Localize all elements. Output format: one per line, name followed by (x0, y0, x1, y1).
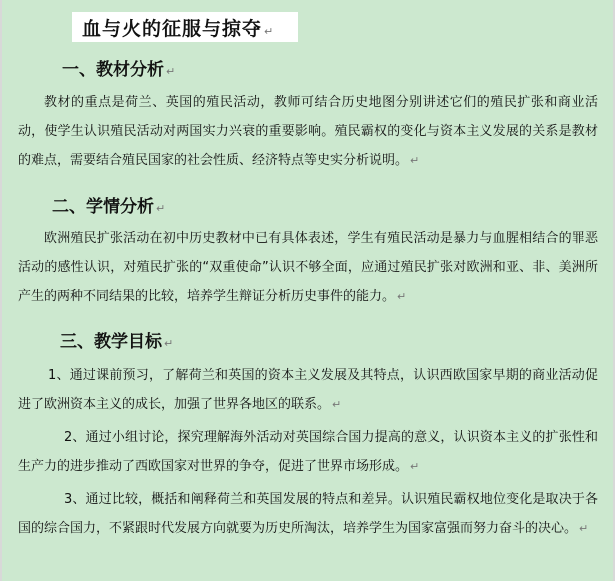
section-heading-analysis: 一、教材分析 ↵ (62, 60, 176, 80)
paragraph-student-analysis: 欧洲殖民扩张活动在初中历史教材中已有具体表述，学生有殖民活动是暴力与血腥相结合的罪恶活动的感性认识，对殖民扩张的“双重使命”认识不够全面，应通过殖民扩张对欧洲和亚、非、美洲所产生的两种不同结果的比较，培养学生辩证分析历史事件的能力。 ↵ (18, 231, 598, 304)
document-title: 血与火的征服与掠夺 ↵ (82, 18, 275, 40)
goal-item-2: 2、通过小组讨论，探究理解海外活动对英国综合国力提高的意义，认识资本主义的扩张性和生产力的进步推动了西欧国家对世界的争夺，促进了世界市场形成。 ↵ (18, 430, 598, 474)
goal-item-1: 1、通过课前预习，了解荷兰和英国的资本主义发展及其特点，认识西欧国家早期的商业活动促进了欧洲资本主义的成长，加强了世界各地区的联系。 ↵ (18, 368, 598, 412)
section-heading-student: 二、学情分析 ↵ (52, 197, 166, 217)
section-heading-goals: 三、教学目标 ↵ (60, 332, 174, 352)
left-margin-bar (0, 0, 2, 581)
goal-item-3: 3、通过比较，概括和阐释荷兰和英国发展的特点和差异。认识殖民霸权地位变化是取决于各国的综合国力，不紧跟时代发展方向就要为历史所淘汰，培养学生为国家富强而努力奋斗的决心。 ↵ (18, 492, 598, 536)
paragraph-textbook-analysis: 教材的重点是荷兰、英国的殖民活动，教师可结合历史地图分别讲述它们的殖民扩张和商业活动，使学生认识殖民活动对两国实力兴衰的重要影响。殖民霸权的变化与资本主义发展的关系是教材的难点，需要结合殖民国家的社会性质、经济特点等史实分析说明。 ↵ (18, 95, 598, 168)
